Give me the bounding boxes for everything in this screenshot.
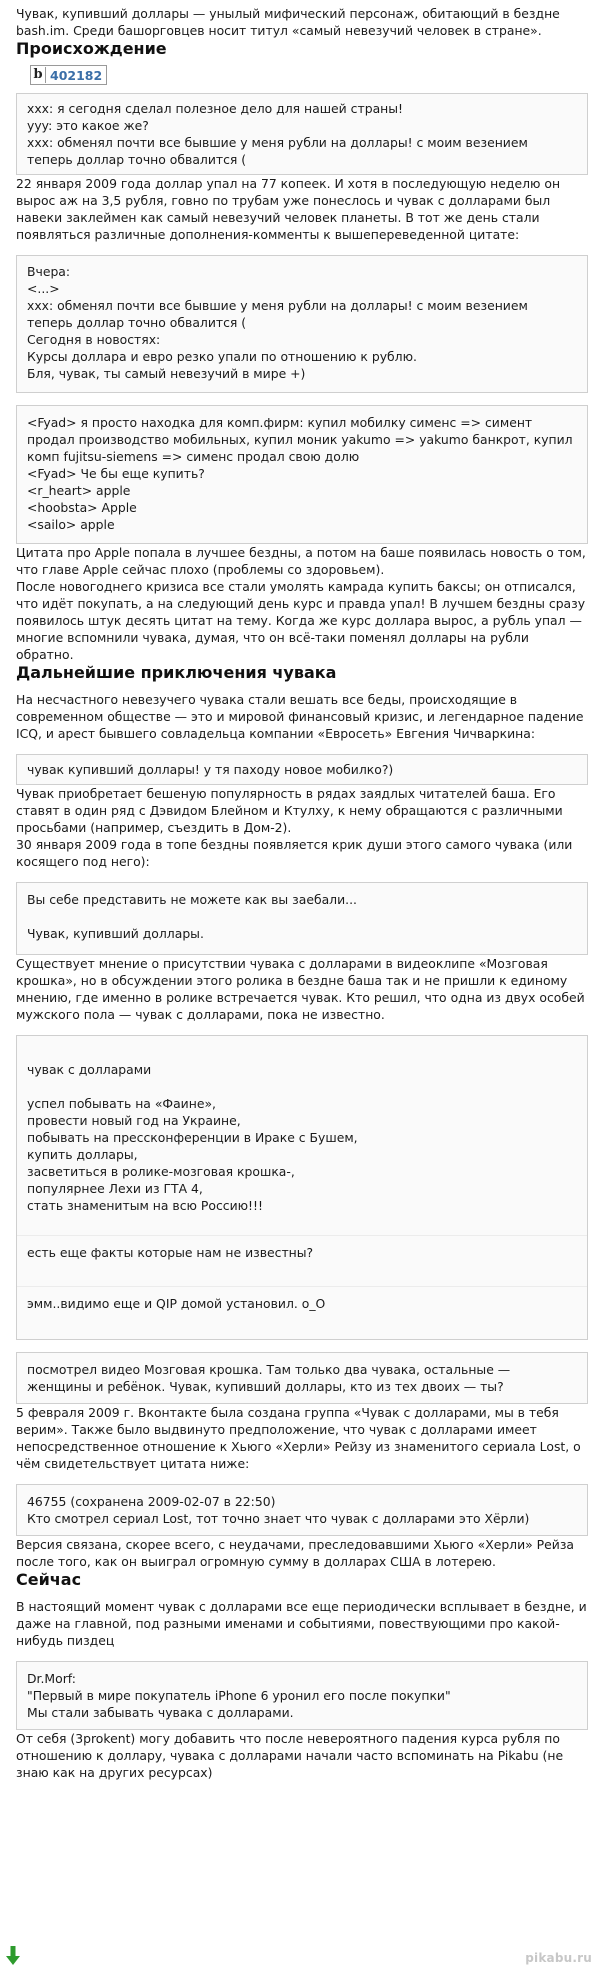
- quote-box: 46755 (сохранена 2009-02-07 в 22:50) Кто смотрел сериал Lost, тот точно знает что чувак с долларами это Хёрли): [16, 1484, 588, 1536]
- quote-box: Вчера: <...> xxx: обменял почти все бывшие у меня рубли на доллары! с моим везением теперь доллар точно обвалится ( Сегодня в новостях: Курсы доллара и евро резко упали по отношению к рублю. Бля, чувак, ты самый невезучий в мире +): [16, 255, 588, 393]
- bash-quote-badge[interactable]: [30, 65, 107, 85]
- quote-box: xxx: я сегодня сделал полезное дело для нашей страны! yyy: это какое же? xxx: обменял почти все бывшие у меня рубли на доллары! с моим везением теперь доллар точно обвалится (: [16, 93, 588, 175]
- paragraph: Версия связана, скорее всего, с неудачами, преследовавшими Хьюго «Херли» Рейза после того, как он выиграл огромную сумму в долларах США в лотерею.: [16, 1537, 575, 1569]
- bash-quote-number[interactable]: 402182: [50, 67, 103, 83]
- paragraph: 5 февраля 2009 г. Вконтакте была создана группа «Чувак с долларами, мы в тебя верим». Также было выдвинуто предположение, что чувак с долларами имеет непосредственное отношение к Хьюго «Херли» Рейзу из знаменитого сериала Lost, о чём свидетельствует цитата ниже:: [16, 1405, 581, 1471]
- quote-box: чувак купивший доллары! у тя паходу новое мобилко?): [16, 754, 588, 785]
- intro-paragraph: Чувак, купивший доллары — унылый мифический персонаж, обитающий в бездне bash.im. Среди башорговцев носит титул «самый невезучий человек в стране».: [16, 6, 560, 38]
- section-heading-adventures: Дальнейшие приключения чувака: [16, 663, 337, 682]
- down-arrow-icon[interactable]: [6, 1946, 20, 1966]
- section-heading-now: Сейчас: [16, 1570, 82, 1589]
- paragraph: В настоящий момент чувак с долларами все еще периодически всплывает в бездне, и даже на главной, под разными именами и событиями, повествующими про какой-нибудь пиздец: [16, 1599, 587, 1648]
- quote-box: посмотрел видео Мозговая крошка. Там только два чувака, остальные — женщины и ребёнок. Чувак, купивший доллары, кто из тех двоих — ты?: [16, 1352, 588, 1404]
- bash-logo-icon: b: [31, 67, 46, 83]
- quote-part: есть еще факты которые нам не известны?: [17, 1235, 587, 1261]
- bottom-bar: [0, 1944, 600, 1970]
- quote-box: <Fyad> я просто находка для комп.фирм: купил мобилку сименс => симент продал производство мобильных, купил моник yakumo => yakumo банкрот, купил комп fujitsu-siemens => сименс продал свою долю <Fyad> Че бы еще купить? <r_heart> apple <hoobsta> Apple <sailo> apple: [16, 405, 588, 544]
- paragraph: Цитата про Apple попала в лучшее бездны, а потом на баше появилась новость о том, что главе Apple сейчас плохо (проблемы со здоровьем). После новогоднего кризиса все стали умолять камрада купить баксы; он отписался, что идёт покупать, а на следующий день курс и правда упал! В лучшем бездны сразу появилось штук десять цитат на тему. Когда же курс доллара вырос, а рубль упал — многие вспомнили чувака, думая, что он всё-таки поменял доллары на рубли обратно.: [16, 545, 586, 662]
- paragraph: Чувак приобретает бешеную популярность в рядах заядлых читателей баша. Его ставят в один ряд с Дэвидом Блейном и Ктулху, к нему обращаются с различными просьбами (например, съездить в Дом-2). 30 января 2009 года в топе бездны появляется крик души этого самого чувака (или косящего под него):: [16, 786, 573, 869]
- bash-quote-badge-row: [30, 65, 588, 85]
- article-content: [16, 5, 588, 1781]
- quote-part: чувак с долларами успел побывать на «Фаине», провести новый год на Украине, побывать на прессконференции в Ираке с Бушем, купить доллары, засветиться в ролике-мозговая крошка-, популярнее Лехи из ГТА 4, стать знаменитым на всю Россию!!!: [27, 1062, 358, 1213]
- paragraph: Существует мнение о присутствии чувака с долларами в видеоклипе «Мозговая крошка», но в обсуждении этого ролика в бездне баша так и не пришли к единому мнению, где именно в ролике встречается чувак. Кто решил, что одна из двух особей мужского пола — чувак с долларами, пока не известно.: [16, 956, 585, 1022]
- quote-box: Dr.Morf: "Первый в мире покупатель iPhone 6 уронил его после покупки" Мы стали забывать чувака с долларами.: [16, 1661, 588, 1730]
- watermark: pikabu.ru: [525, 1951, 592, 1965]
- quote-box-multi: [16, 1035, 588, 1340]
- paragraph: От себя (3prokent) могу добавить что после невероятного падения курса рубля по отношению к доллару, чувака с долларами начали часто вспоминать на Pikabu (не знаю как на других ресурсах): [16, 1731, 564, 1780]
- paragraph: На несчастного невезучего чувака стали вешать все беды, происходящие в современном обществе — это и мировой финансовый кризис, и легендарное падение ICQ, и арест бывшего совладельца компании «Евросеть» Евгения Чичваркина:: [16, 692, 584, 741]
- section-heading-origin: Происхождение: [16, 39, 167, 58]
- quote-box: Вы себе представить не можете как вы заебали... Чувак, купивший доллары.: [16, 882, 588, 955]
- quote-part: эмм..видимо еще и QIP домой установил. о_О: [17, 1286, 587, 1312]
- paragraph: 22 января 2009 года доллар упал на 77 копеек. И хотя в последующую неделю он вырос аж на 3,5 рубля, говно по трубам уже понеслось и чувак с долларами был навеки заклеймен как самый невезучий человек планеты. В тот же день стали появляться различные дополнения-комменты к вышепереведенной цитате:: [16, 176, 561, 242]
